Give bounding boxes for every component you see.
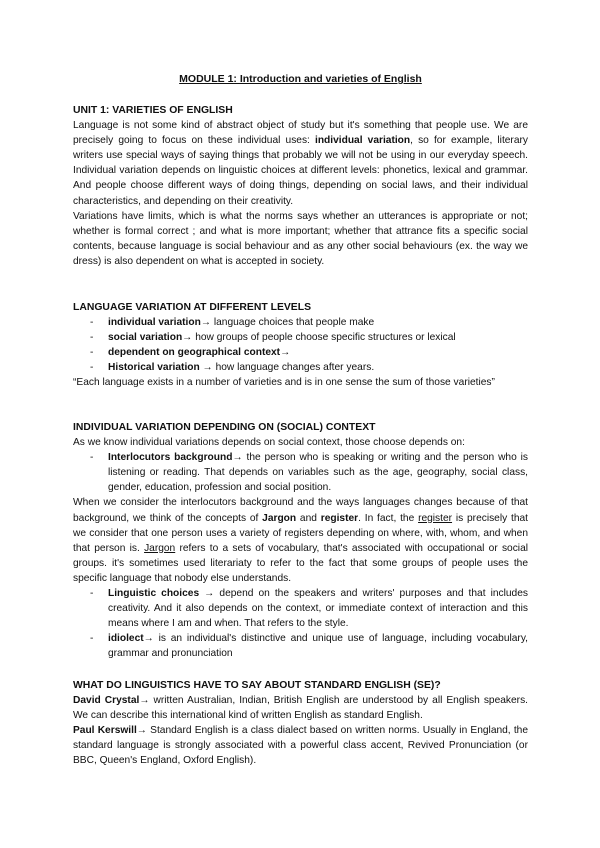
standard-heading: WHAT DO LINGUISTICS HAVE TO SAY ABOUT STANDARD ENGLISH (SE)? [73, 680, 441, 691]
bold-term: David Crystal [73, 695, 140, 707]
list-dash: - [90, 347, 94, 359]
paragraph-kerswill [73, 723, 528, 768]
list-dash: - [90, 332, 94, 344]
list-item [73, 330, 528, 345]
list-item [73, 631, 528, 661]
paragraph-text: Language is not some kind of abstract object of study but it's something that people use. We are precisely going to focus on these individual uses: [73, 120, 528, 147]
section-levels [73, 300, 528, 391]
bold-term: Historical variation [108, 362, 200, 374]
paragraph-text: is precisely that we consider that one person uses a variety of registers depending on where, with, whom, and when that person is. [73, 512, 528, 554]
underlined-term: register [418, 512, 453, 524]
paragraph-text: , so for example, literary writers use special ways of saying things that probably we will not be using in our everyday speech. Individual variation depends on linguistic choices at different levels: phonetics, lexical and grammar. And people choose different ways of doing things, depending on social laws, and their individual characteristics, and depending on their creativity. [73, 135, 528, 207]
list-item [73, 360, 528, 375]
bold-term: Interlocutors background [108, 452, 233, 464]
list-dash: - [90, 362, 94, 374]
section-standard-english [73, 678, 528, 769]
list-dash: - [90, 317, 94, 329]
context-intro: As we know individual variations depends on social context, those choose depends on: [73, 437, 465, 449]
paragraph-text: . In fact, the [358, 512, 419, 524]
unit-heading: UNIT 1: VARIETIES OF ENGLISH [73, 105, 233, 116]
bold-term: Paul Kerswill [73, 725, 137, 737]
item-text: language choices that people make [211, 317, 375, 329]
context-heading: INDIVIDUAL VARIATION DEPENDING ON (SOCIAL) CONTEXT [73, 422, 376, 433]
levels-heading: LANGUAGE VARIATION AT DIFFERENT LEVELS [73, 302, 312, 313]
paragraph-text: and [296, 512, 321, 524]
varieties-quote: “Each language exists in a number of varieties and is in one sense the sum of those varieties” [73, 377, 495, 389]
paragraph-text: When we consider the interlocutors background and the ways languages changes because of that background, we think of the concepts of [73, 497, 528, 524]
item-text: how groups of people choose specific structures or lexical [192, 332, 456, 344]
item-text: → the person who is speaking or writing and the person who is listening or reading. That depends on variables such as the age, geography, social class, gender, education, profession and social position. [108, 452, 528, 494]
context-list-2 [73, 586, 528, 661]
item-text: → is an individual's distinctive and unique use of language, including vocabulary, grammar and pronunciation [108, 633, 528, 660]
list-item [73, 345, 528, 360]
list-dash: - [90, 452, 94, 464]
paragraph-text: → written Australian, Indian, British English are understood by all English speakers. We can describe this international kind of written English as standard English. [73, 695, 528, 722]
section-varieties [73, 103, 528, 269]
bold-term: Jargon [262, 512, 297, 524]
bold-term: individual variation [315, 135, 411, 147]
levels-list [73, 315, 528, 375]
bold-term: individual variation→ [108, 317, 212, 329]
bold-term: social variation→ [108, 332, 193, 344]
list-dash: - [90, 633, 94, 645]
bold-term: dependent on geographical context→ [108, 347, 291, 359]
list-item [73, 450, 528, 495]
document-title: MODULE 1: Introduction and varieties of English [179, 73, 422, 85]
context-list-1 [73, 450, 528, 495]
section-context [73, 420, 528, 662]
underlined-term: Jargon [144, 542, 176, 554]
paragraph-individual-variation [73, 118, 528, 209]
item-text: → depend on the speakers and writers' purposes and that includes creativity. And it also depends on the context, or immediate context of interaction and this means where I am and when. That refers to the style. [108, 588, 528, 630]
paragraph-variation-limits: Variations have limits, which is what the norms says whether an utterances is appropriate or not; whether is formal correct ; and what is more important; whether that attrance fits a specific social contents, because language is social behaviour and as any other social behaviours (ex. the way we dress) is also dependent on what is accepted in society. [73, 210, 528, 267]
paragraph-crystal [73, 693, 528, 723]
paragraph-jargon-register [73, 495, 528, 586]
item-text: → how language changes after years. [199, 362, 375, 374]
bold-term: Linguistic choices [108, 588, 200, 600]
list-item [73, 315, 528, 330]
list-item [73, 586, 528, 631]
paragraph-text: → Standard English is a class dialect based on written norms. Usually in England, the standard language is strongly associated with a powerful class accent, Revived Pronunciation (or BBC, Queen's England, Oxford English). [73, 725, 528, 767]
bold-term: idiolect [108, 633, 144, 645]
list-dash: - [90, 588, 94, 600]
bold-term: register [320, 512, 359, 524]
paragraph-text: refers to a sets of vocabulary, that's associated with occupational or social groups. it's sometimes used literariaty to refer to the fact that some groups of people uses the specific language that nobody else understands. [73, 542, 528, 584]
